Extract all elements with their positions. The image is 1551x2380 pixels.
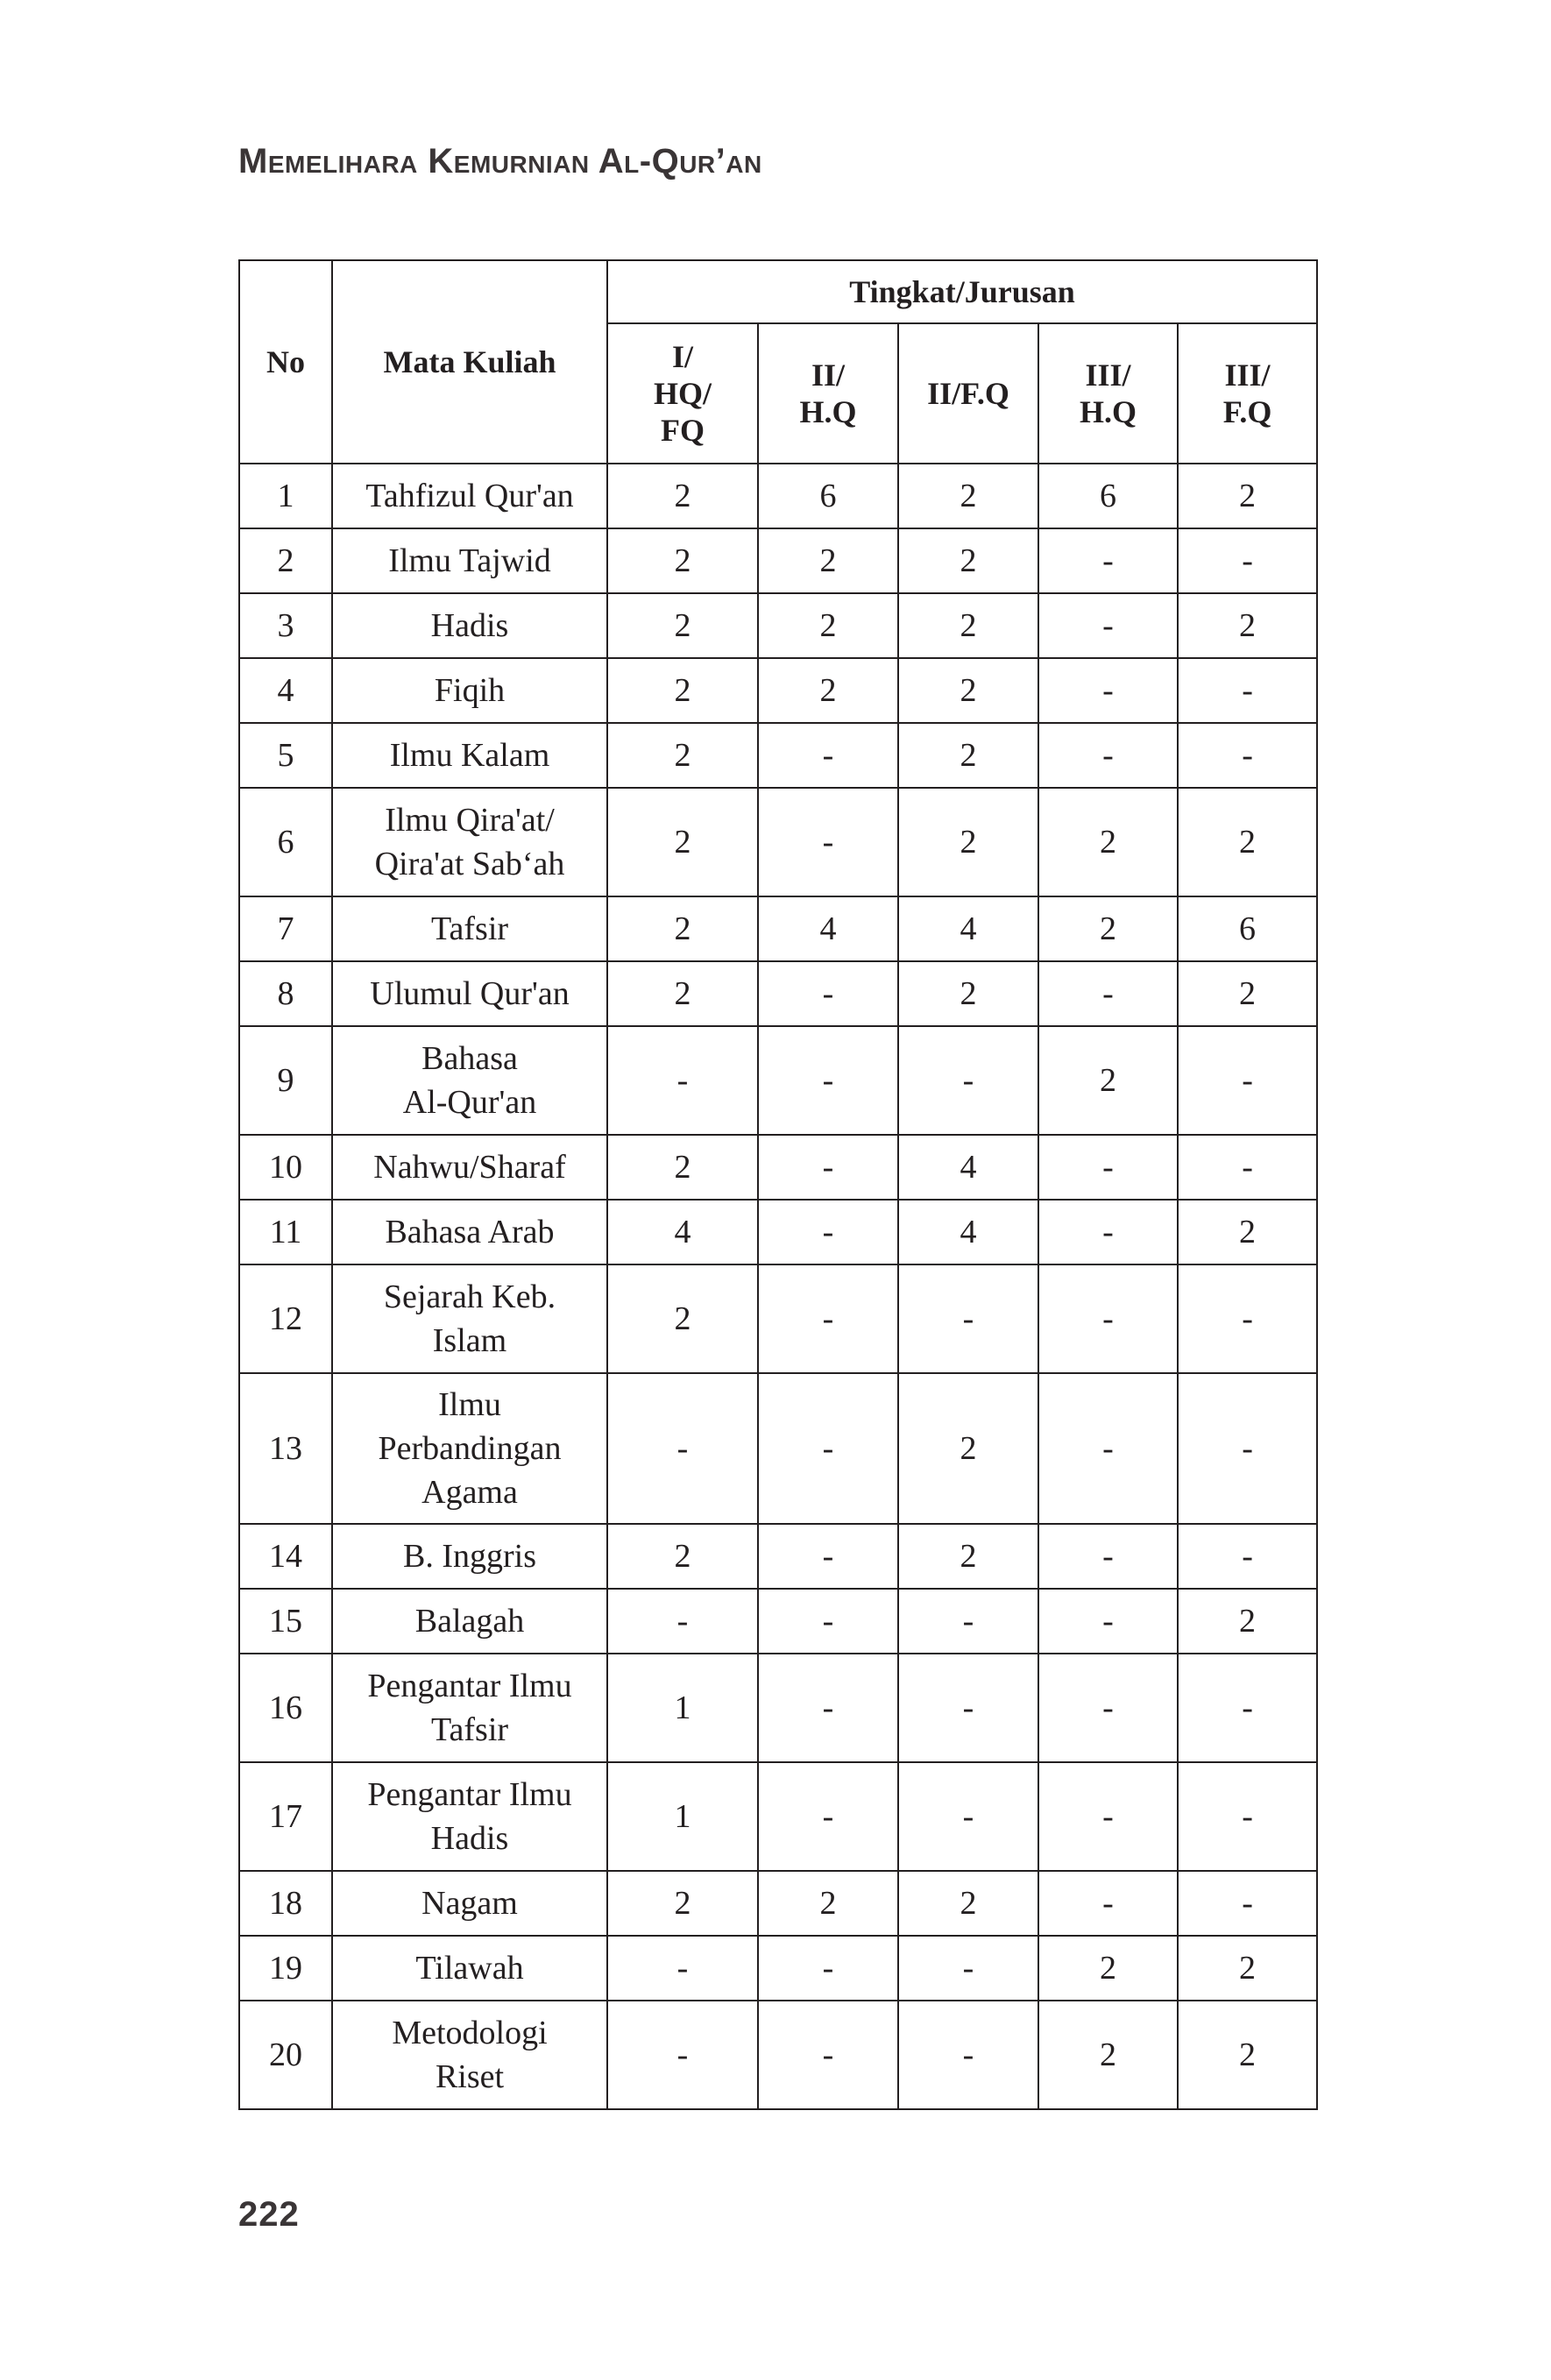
- text-line: Tilawah: [415, 1950, 524, 1987]
- row-number: 4: [239, 658, 332, 723]
- table-row: [239, 2001, 1317, 2109]
- text-line: Hadis: [430, 1820, 509, 1857]
- credit-value: 2: [898, 1524, 1038, 1589]
- credit-value: -: [758, 1936, 898, 2001]
- table-row: [239, 1936, 1317, 2001]
- subject-name: [332, 1373, 607, 1524]
- text-line: II/F.Q: [927, 376, 1009, 411]
- table-row: [239, 1135, 1317, 1200]
- text-line: Tafsir: [430, 910, 509, 947]
- credit-value: -: [1178, 1654, 1317, 1762]
- credit-value: 2: [1178, 788, 1317, 896]
- subject-name: [332, 1654, 607, 1762]
- text-line: HQ/: [653, 376, 712, 411]
- text-line: Tahfizul Qur'an: [365, 478, 574, 514]
- credit-value: 1: [607, 1762, 758, 1871]
- header-level-group: Tingkat/Jurusan: [607, 260, 1317, 323]
- row-number: 19: [239, 1936, 332, 2001]
- row-number: 11: [239, 1200, 332, 1264]
- row-number: 6: [239, 788, 332, 896]
- credit-value: -: [1038, 593, 1178, 658]
- text-line: Ulumul Qur'an: [370, 975, 570, 1012]
- table-body: [239, 464, 1317, 2109]
- table-row: [239, 723, 1317, 788]
- credit-value: -: [1038, 1264, 1178, 1373]
- row-number: 16: [239, 1654, 332, 1762]
- credit-value: 2: [607, 1871, 758, 1936]
- text-line: F.Q: [1222, 394, 1272, 429]
- credit-value: -: [898, 1589, 1038, 1654]
- credit-value: -: [758, 723, 898, 788]
- credit-value: 2: [607, 658, 758, 723]
- credit-value: -: [758, 1654, 898, 1762]
- header-level-3: [898, 323, 1038, 464]
- header-row-group: [239, 260, 1317, 323]
- row-number: 5: [239, 723, 332, 788]
- subject-name: [332, 1762, 607, 1871]
- subject-name: [332, 658, 607, 723]
- subject-name: [332, 1524, 607, 1589]
- credit-value: -: [607, 1026, 758, 1135]
- header-subject: Mata Kuliah: [332, 260, 607, 464]
- credit-value: -: [1038, 528, 1178, 593]
- subject-name: [332, 1589, 607, 1654]
- credit-value: 2: [607, 896, 758, 961]
- credit-value: 2: [1178, 593, 1317, 658]
- table-row: [239, 1762, 1317, 1871]
- credit-value: -: [758, 1524, 898, 1589]
- credit-value: 2: [1178, 961, 1317, 1026]
- subject-name: [332, 1871, 607, 1936]
- header-no: No: [239, 260, 332, 464]
- running-head: Memelihara Kemurnian Al-Qur’an: [238, 142, 762, 181]
- credit-value: -: [758, 1373, 898, 1524]
- text-line: I/: [671, 339, 693, 374]
- text-line: B. Inggris: [403, 1538, 536, 1575]
- credit-value: -: [1178, 1524, 1317, 1589]
- table-header: [239, 260, 1317, 464]
- credit-value: 4: [607, 1200, 758, 1264]
- credit-value: 2: [607, 528, 758, 593]
- credit-value: 2: [898, 961, 1038, 1026]
- row-number: 8: [239, 961, 332, 1026]
- credit-value: -: [1038, 1200, 1178, 1264]
- credit-value: -: [758, 961, 898, 1026]
- text-line: H.Q: [799, 394, 857, 429]
- credit-value: -: [1038, 1373, 1178, 1524]
- row-number: 3: [239, 593, 332, 658]
- table-row: [239, 961, 1317, 1026]
- text-line: Hadis: [430, 607, 509, 644]
- credit-value: 2: [607, 593, 758, 658]
- credit-value: 2: [1038, 896, 1178, 961]
- subject-name: [332, 593, 607, 658]
- credit-value: -: [1038, 1589, 1178, 1654]
- credit-value: 2: [1178, 1936, 1317, 2001]
- text-line: Ilmu Qira'at/: [385, 802, 555, 839]
- text-line: Ilmu Tajwid: [388, 542, 551, 579]
- subject-name: [332, 1936, 607, 2001]
- credit-value: 2: [607, 464, 758, 528]
- credit-value: 2: [1178, 2001, 1317, 2109]
- text-line: III/: [1224, 358, 1271, 393]
- credit-value: -: [607, 1589, 758, 1654]
- table-row: [239, 1654, 1317, 1762]
- text-line: Sejarah Keb.: [383, 1279, 556, 1315]
- credit-value: 2: [607, 1264, 758, 1373]
- credit-value: 2: [898, 1373, 1038, 1524]
- row-number: 2: [239, 528, 332, 593]
- credit-value: 6: [758, 464, 898, 528]
- subject-name: [332, 528, 607, 593]
- credit-value: 2: [758, 658, 898, 723]
- credit-value: -: [1038, 961, 1178, 1026]
- page-number: 222: [238, 2195, 300, 2234]
- text-line: Riset: [435, 2058, 505, 2095]
- text-line: H.Q: [1079, 394, 1137, 429]
- row-number: 18: [239, 1871, 332, 1936]
- credit-value: -: [898, 1936, 1038, 2001]
- credit-value: 2: [1178, 1200, 1317, 1264]
- credit-value: -: [758, 1026, 898, 1135]
- credit-value: -: [1178, 1871, 1317, 1936]
- credit-value: -: [1178, 1135, 1317, 1200]
- credit-value: 4: [898, 1200, 1038, 1264]
- table-row: [239, 1200, 1317, 1264]
- row-number: 20: [239, 2001, 332, 2109]
- row-number: 13: [239, 1373, 332, 1524]
- table-row: [239, 1026, 1317, 1135]
- credit-value: 2: [758, 528, 898, 593]
- table-row: [239, 896, 1317, 961]
- credit-value: -: [758, 788, 898, 896]
- credit-value: -: [1038, 723, 1178, 788]
- credit-value: 2: [607, 1524, 758, 1589]
- table-row: [239, 593, 1317, 658]
- credit-value: -: [898, 1762, 1038, 1871]
- credit-value: 2: [1038, 1026, 1178, 1135]
- credit-value: -: [1178, 658, 1317, 723]
- credit-value: -: [898, 1026, 1038, 1135]
- subject-name: [332, 788, 607, 896]
- row-number: 15: [239, 1589, 332, 1654]
- table-row: [239, 1589, 1317, 1654]
- credit-value: -: [607, 2001, 758, 2109]
- credit-value: 2: [898, 658, 1038, 723]
- credit-value: -: [1038, 1762, 1178, 1871]
- credit-value: -: [758, 1762, 898, 1871]
- text-line: Fiqih: [434, 672, 506, 709]
- text-line: Pengantar Ilmu: [367, 1668, 572, 1704]
- credit-value: 2: [607, 788, 758, 896]
- text-line: II/: [811, 358, 846, 393]
- credit-value: -: [898, 1264, 1038, 1373]
- credit-value: -: [1178, 528, 1317, 593]
- subject-name: [332, 464, 607, 528]
- credit-value: 2: [1178, 1589, 1317, 1654]
- text-line: Pengantar Ilmu: [367, 1776, 572, 1813]
- subject-name: [332, 2001, 607, 2109]
- subject-name: [332, 961, 607, 1026]
- subject-name: [332, 1026, 607, 1135]
- curriculum-table: [238, 259, 1318, 2110]
- credit-value: 2: [607, 961, 758, 1026]
- text-line: Tafsir: [430, 1711, 509, 1748]
- row-number: 1: [239, 464, 332, 528]
- row-number: 10: [239, 1135, 332, 1200]
- table-row: [239, 464, 1317, 528]
- credit-value: -: [1178, 1026, 1317, 1135]
- table-row: [239, 1373, 1317, 1524]
- credit-value: 4: [758, 896, 898, 961]
- credit-value: -: [1038, 1871, 1178, 1936]
- credit-value: -: [607, 1936, 758, 2001]
- credit-value: 2: [898, 1871, 1038, 1936]
- subject-name: [332, 1200, 607, 1264]
- row-number: 17: [239, 1762, 332, 1871]
- table-row: [239, 1264, 1317, 1373]
- text-line: Nagam: [421, 1885, 518, 1922]
- credit-value: 2: [898, 528, 1038, 593]
- credit-value: -: [1178, 1762, 1317, 1871]
- credit-value: -: [758, 1200, 898, 1264]
- subject-name: [332, 896, 607, 961]
- text-line: Agama: [421, 1474, 518, 1511]
- text-line: FQ: [661, 413, 705, 448]
- credit-value: -: [1178, 1264, 1317, 1373]
- credit-value: 4: [898, 896, 1038, 961]
- credit-value: -: [758, 1589, 898, 1654]
- credit-value: 2: [898, 593, 1038, 658]
- text-line: Islam: [432, 1322, 507, 1359]
- credit-value: -: [758, 1264, 898, 1373]
- subject-name: [332, 723, 607, 788]
- credit-value: 2: [758, 1871, 898, 1936]
- credit-value: -: [758, 2001, 898, 2109]
- credit-value: -: [1178, 723, 1317, 788]
- table-row: [239, 1524, 1317, 1589]
- text-line: Al-Qur'an: [402, 1084, 537, 1121]
- row-number: 9: [239, 1026, 332, 1135]
- credit-value: 2: [1038, 1936, 1178, 2001]
- credit-value: -: [1038, 1135, 1178, 1200]
- row-number: 12: [239, 1264, 332, 1373]
- table-row: [239, 528, 1317, 593]
- credit-value: -: [1178, 1373, 1317, 1524]
- credit-value: 2: [898, 723, 1038, 788]
- text-line: Nahwu/Sharaf: [373, 1149, 566, 1186]
- header-level-2: [758, 323, 898, 464]
- subject-name: [332, 1135, 607, 1200]
- subject-name: [332, 1264, 607, 1373]
- credit-value: -: [898, 2001, 1038, 2109]
- credit-value: 2: [898, 788, 1038, 896]
- table-row: [239, 658, 1317, 723]
- text-line: Perbandingan: [378, 1430, 562, 1467]
- header-level-1: [607, 323, 758, 464]
- credit-value: 2: [1038, 788, 1178, 896]
- text-line: Ilmu Kalam: [389, 737, 550, 774]
- text-line: Bahasa: [421, 1040, 518, 1077]
- header-level-4: [1038, 323, 1178, 464]
- credit-value: -: [1038, 1524, 1178, 1589]
- credit-value: 2: [758, 593, 898, 658]
- credit-value: 2: [1178, 464, 1317, 528]
- credit-value: 2: [1038, 2001, 1178, 2109]
- credit-value: -: [1038, 1654, 1178, 1762]
- credit-value: 4: [898, 1135, 1038, 1200]
- text-line: Metodologi: [392, 2015, 548, 2051]
- credit-value: 2: [607, 1135, 758, 1200]
- row-number: 7: [239, 896, 332, 961]
- credit-value: 6: [1178, 896, 1317, 961]
- text-line: Balagah: [414, 1603, 525, 1640]
- credit-value: 2: [607, 723, 758, 788]
- table-row: [239, 1871, 1317, 1936]
- table-row: [239, 788, 1317, 896]
- text-line: III/: [1085, 358, 1131, 393]
- credit-value: -: [1038, 658, 1178, 723]
- text-line: Qira'at Sab‘ah: [374, 846, 565, 882]
- header-level-5: [1178, 323, 1317, 464]
- text-line: Ilmu: [438, 1386, 501, 1423]
- credit-value: 2: [898, 464, 1038, 528]
- credit-value: 6: [1038, 464, 1178, 528]
- credit-value: -: [898, 1654, 1038, 1762]
- credit-value: -: [758, 1135, 898, 1200]
- row-number: 14: [239, 1524, 332, 1589]
- text-line: Bahasa Arab: [385, 1214, 555, 1250]
- credit-value: -: [607, 1373, 758, 1524]
- credit-value: 1: [607, 1654, 758, 1762]
